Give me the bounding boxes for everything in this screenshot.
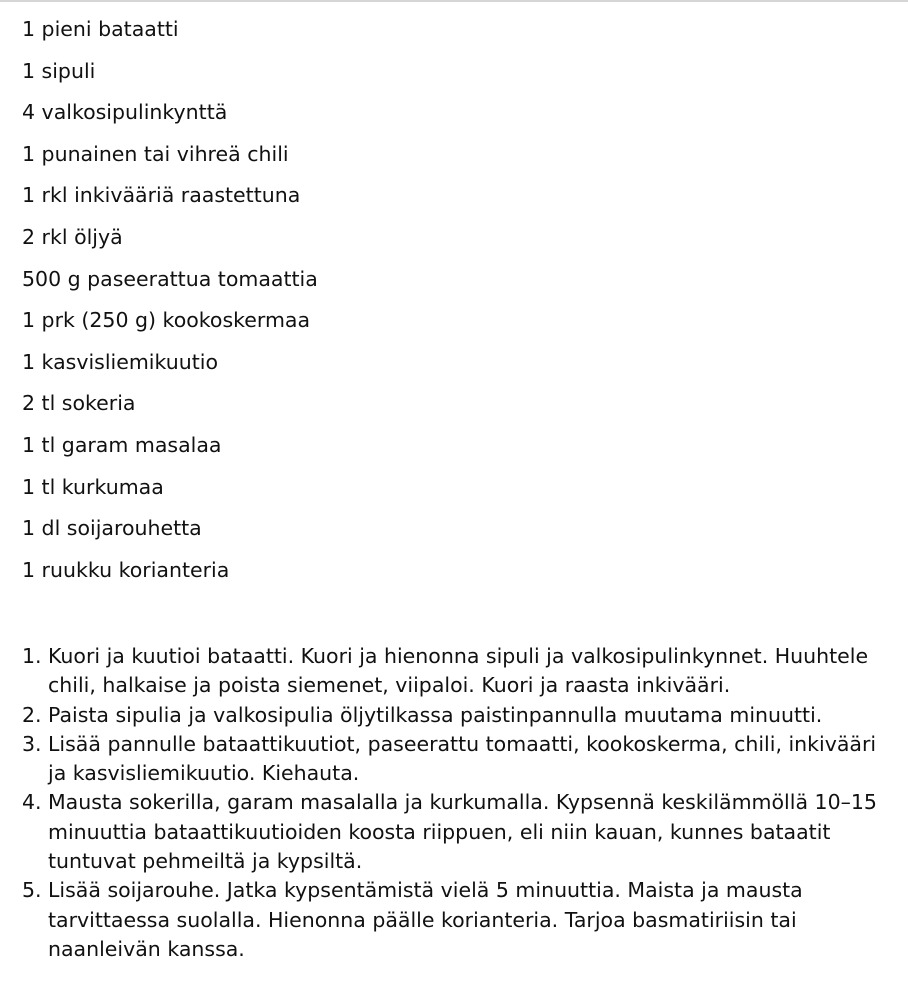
instruction-step xyxy=(22,876,892,964)
instruction-step xyxy=(22,788,892,876)
step-number: 2. xyxy=(22,702,42,727)
ingredient-item: 500 g paseerattua tomaattia xyxy=(22,266,318,291)
ingredient-item: 1 punainen tai vihreä chili xyxy=(22,141,289,166)
top-divider xyxy=(0,0,908,2)
ingredient-item: 1 tl garam masalaa xyxy=(22,432,222,457)
recipe-document xyxy=(22,15,892,961)
instruction-list xyxy=(22,642,892,964)
ingredient-item: 2 rkl öljyä xyxy=(22,224,123,249)
instruction-step xyxy=(22,642,892,701)
ingredient-item: 1 tl kurkumaa xyxy=(22,474,164,499)
step-number: 5. xyxy=(22,878,42,903)
instruction-step xyxy=(22,730,892,789)
step-text: Mausta sokerilla, garam masalalla ja kurkumalla. Kypsennä keskilämmöllä 10–15 minuuttia bataattikuutioiden koosta riippuen, eli niin kauan, kunnes bataatit tuntuvat pehmeiltä ja kypsiltä. xyxy=(48,790,877,874)
step-number: 4. xyxy=(22,790,42,815)
ingredient-list xyxy=(22,15,892,584)
ingredient-item: 1 prk (250 g) kookoskermaa xyxy=(22,308,311,333)
step-text: Lisää soijarouhe. Jatka kypsentämistä vielä 5 minuuttia. Maista ja mausta tarvittaessa suolalla. Hienonna päälle korianteria. Tarjoa basmatiriisin tai naanleivän kanssa. xyxy=(48,878,803,961)
ingredient-item: 4 valkosipulinkynttä xyxy=(22,100,228,125)
ingredient-item: 1 kasvisliemikuutio xyxy=(22,349,218,374)
step-text: Kuori ja kuutioi bataatti. Kuori ja hienonna sipuli ja valkosipulinkynnet. Huuhtele chili, halkaise ja poista siemenet, viipaloi. Kuori ja raasta inkivääri. xyxy=(48,644,869,698)
step-number: 3. xyxy=(22,731,42,756)
ingredient-item: 1 ruukku korianteria xyxy=(22,557,230,582)
instruction-step xyxy=(22,701,892,730)
step-number: 1. xyxy=(22,644,42,668)
ingredient-item: 1 sipuli xyxy=(22,58,96,83)
ingredient-item: 2 tl sokeria xyxy=(22,391,136,416)
ingredient-item: 1 rkl inkivääriä raastettuna xyxy=(22,183,301,208)
step-text: Lisää pannulle bataattikuutiot, paseerattu tomaatti, kookoskerma, chili, inkivääri ja kasvisliemikuutio. Kiehauta. xyxy=(48,731,877,786)
ingredient-item: 1 pieni bataatti xyxy=(22,17,179,41)
step-text: Paista sipulia ja valkosipulia öljytilkassa paistinpannulla muutama minuutti. xyxy=(48,702,823,727)
ingredient-item: 1 dl soijarouhetta xyxy=(22,516,202,541)
